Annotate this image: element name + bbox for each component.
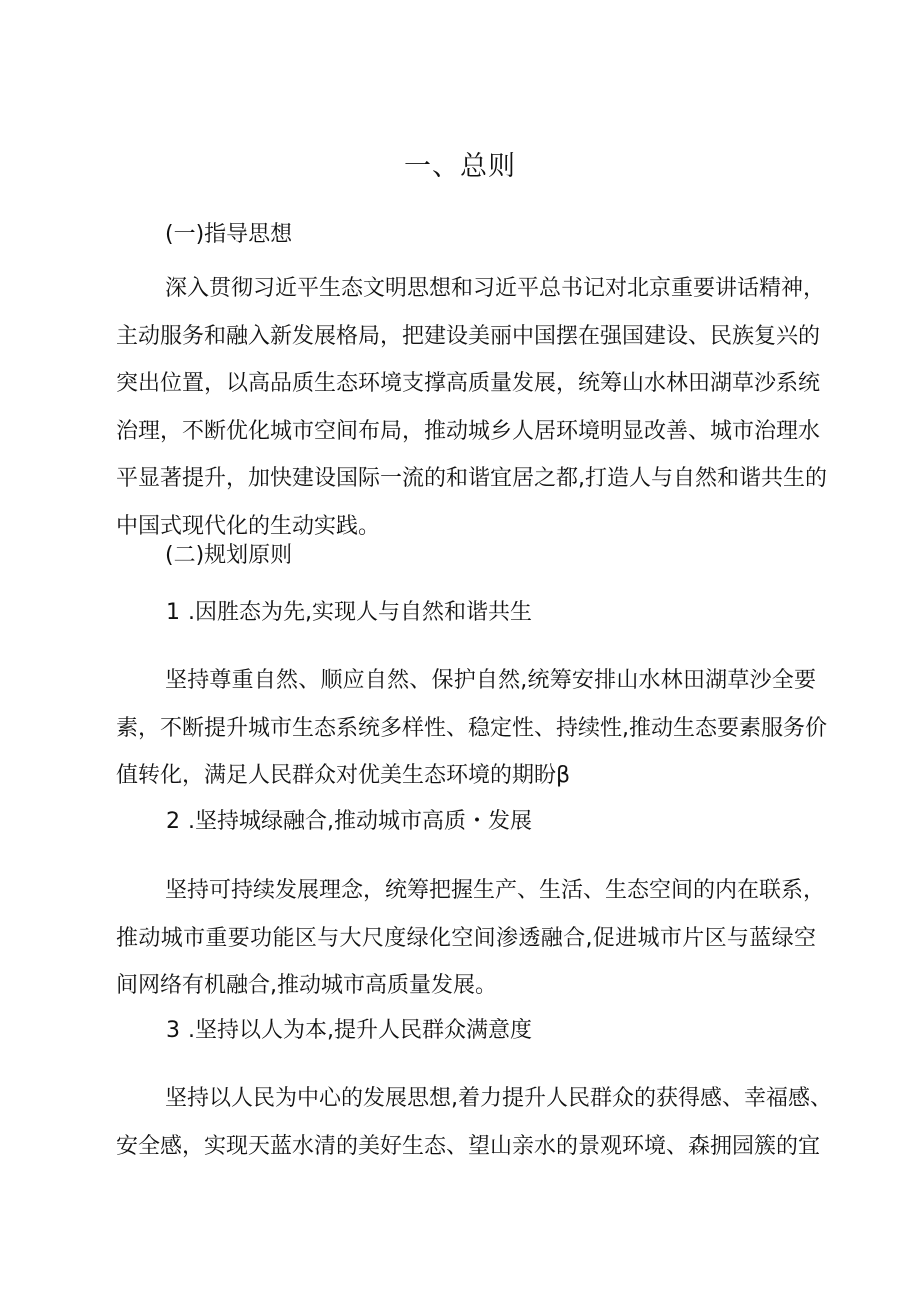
- paragraph-line: 深入贯彻习近平生态文明思想和习近平总书记对北京重要讲话精神，: [165, 276, 826, 301]
- principle-title: .坚持以人为本,提升人民群众满意度: [188, 1018, 532, 1043]
- paragraph-line: 治理，不断优化城市空间布局，推动城乡人居环境明显改善、城市治理水: [116, 418, 821, 444]
- principle-heading-1: [166, 596, 532, 630]
- principle-heading-2: [166, 805, 532, 839]
- paragraph-line: 平显著提升，加快建设国际一流的和谐宜居之都,打造人与自然和谐共生的: [116, 466, 827, 491]
- paragraph-guiding-thought: [116, 265, 827, 550]
- principle-number: 1: [166, 600, 180, 625]
- paragraph-line: 推动城市重要功能区与大尺度绿化空间渗透融合,促进城市片区与蓝绿空: [116, 925, 816, 951]
- paragraph-line: 坚持以人民为中心的发展思想,着力提升人民群众的获得感、幸福感、: [165, 1086, 832, 1111]
- principle-heading-3: [166, 1014, 532, 1048]
- paragraph-principle-2: [116, 867, 826, 1010]
- paragraph-line: 值转化，满足人民群众对优美生态环境的期盼β: [116, 763, 571, 788]
- principle-number: 3: [166, 1018, 180, 1043]
- principle-title: .坚持城绿融合,推动城市高质・发展: [188, 809, 532, 834]
- section-heading-principles: (二)规划原则: [165, 543, 293, 568]
- paragraph-principle-3: [116, 1075, 832, 1170]
- section-heading-guiding-thought: (一)指导思想: [165, 222, 293, 247]
- paragraph-line: 坚持可持续发展理念，统筹把握生产、生活、生态空间的内在联系，: [165, 878, 826, 903]
- paragraph-principle-1: [116, 657, 827, 800]
- paragraph-line: 间网络有机融合,推动城市高质量发展。: [116, 973, 497, 998]
- paragraph-line: 中国式现代化的生动实践。: [116, 513, 381, 539]
- paragraph-line: 突出位置，以高品质生态环境支撑高质量发展，统筹山水林田湖草沙系统: [116, 371, 821, 396]
- principle-title: .因胜态为先,实现人与自然和谐共生: [188, 600, 532, 625]
- chapter-title: 一、总则: [404, 151, 516, 182]
- paragraph-line: 素，不断提升城市生态系统多样性、稳定性、持续性,推动生态要素服务价: [116, 715, 827, 741]
- paragraph-line: 安全感，实现天蓝水清的美好生态、望山亲水的景观环境、森拥园簇的宜: [116, 1133, 821, 1159]
- paragraph-line: 坚持尊重自然、顺应自然、保护自然,统筹安排山水林田湖草沙全要: [165, 668, 816, 693]
- principle-number: 2: [166, 809, 180, 834]
- paragraph-line: 主动服务和融入新发展格局，把建设美丽中国摆在强国建设、民族复兴的: [116, 323, 821, 349]
